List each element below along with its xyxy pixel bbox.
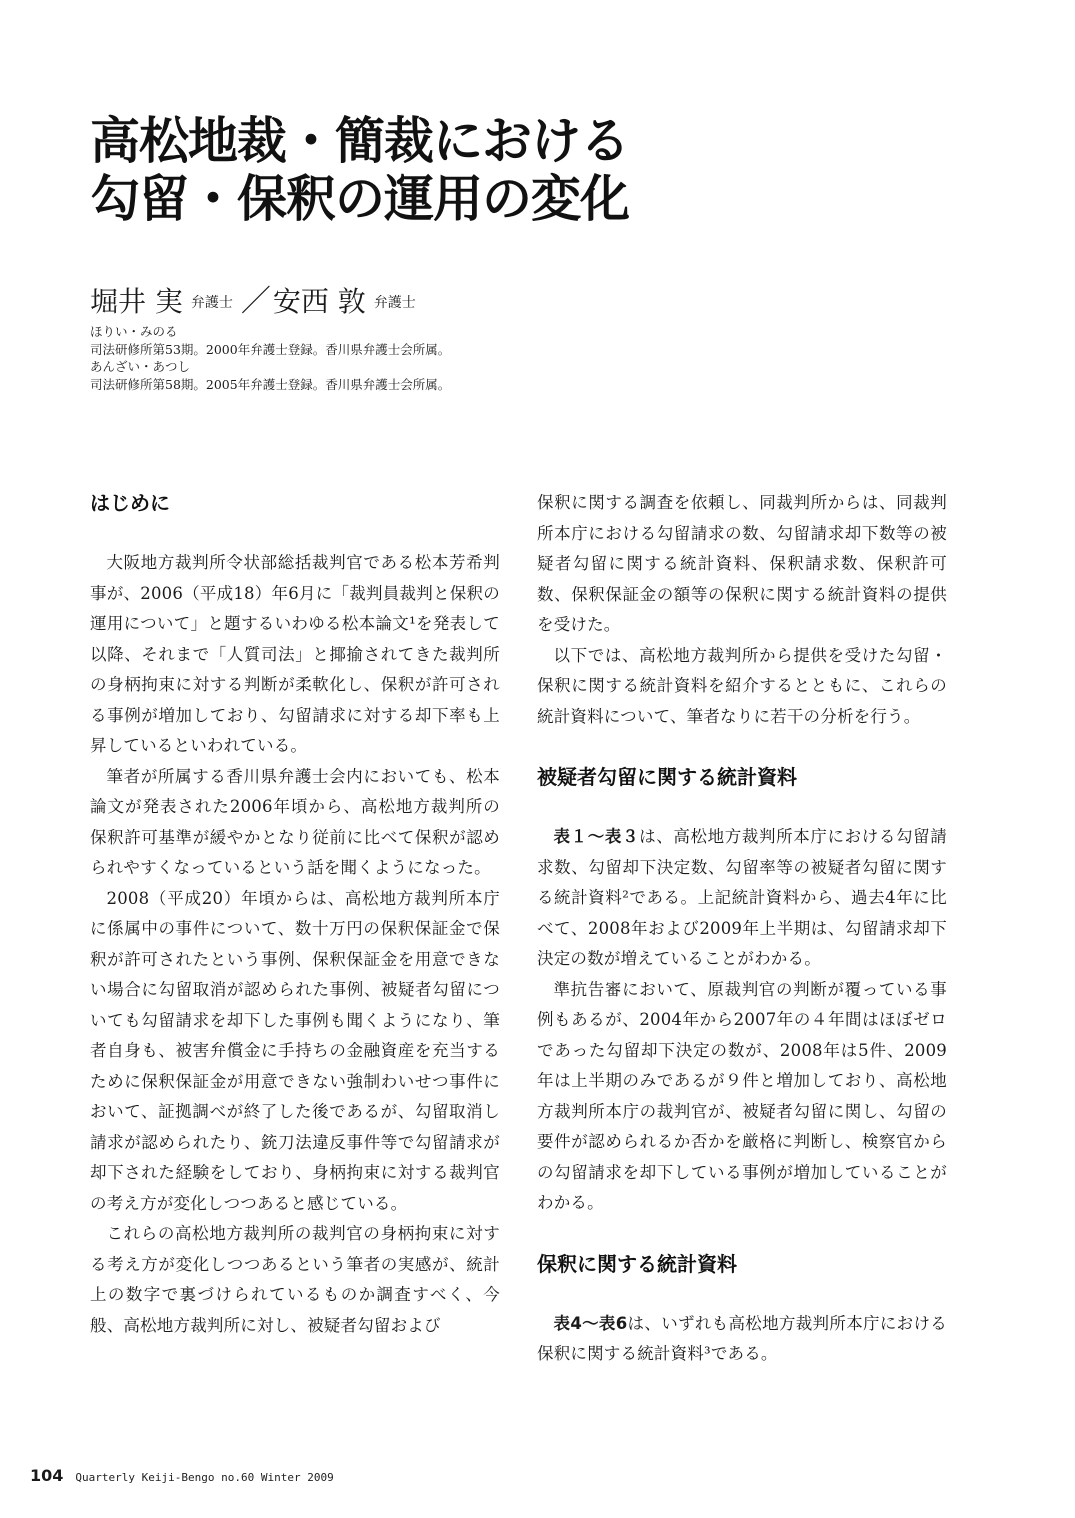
paragraph: 筆者が所属する香川県弁護士会内においても、松本論文が発表された2006年頃から、高松地方裁判所の保釈許可基準が緩やかとなり従前に比べて保釈が認められやすくなっているという話を聞くようになった。 [90, 766, 500, 877]
page-footer [30, 1466, 334, 1485]
section-heading: 被疑者勾留に関する統計資料 [537, 765, 797, 789]
title-line-1: 高松地裁・簡裁における [90, 112, 629, 170]
paragraph: 準抗告審において、原裁判官の判断が覆っている事例もあるが、2004年から2007年の４年間はほぼゼロであった勾留却下決定の数が、2008年は5件、2009年は上半期のみであるが９件と増加しており、高松地方裁判所本庁の裁判官が、被疑者勾留に関し、勾留の要件が認められるか否かを厳格に判断し、検察官からの勾留請求を却下している事例が増加していることがわかる。 [537, 979, 947, 1212]
author-name: 安西 敦 [272, 285, 366, 318]
paragraph: 以下では、高松地方裁判所から提供を受けた勾留・保釈に関する統計資料を紹介するとともに、これらの統計資料について、筆者なりに若干の分析を行う。 [537, 645, 947, 726]
author-role: 弁護士 [190, 295, 233, 311]
paragraph: 2008（平成20）年頃からは、高松地方裁判所本庁に係属中の事件について、数十万円の保釈保証金で保釈が許可されたという事例、保釈保証金を用意できない場合に勾留取消が認められた事例、被疑者勾留についても勾留請求を却下した事例も聞くようになり、筆者自身も、被害弁償金に手持ちの金融資産を充当するために保釈保証金が用意できない強制わいせつ事件において、証拠調べが終了した後であるが、勾留取消し請求が認められたり、銃刀法違反事件等で勾留請求が却下された経験をしており、身柄拘束に対する裁判官の考え方が変化しつつあると感じている。 [90, 888, 500, 1213]
page-number: 104 [30, 1466, 64, 1485]
author-separator: ／ [240, 284, 271, 319]
author-role: 弁護士 [373, 295, 416, 311]
right-column [537, 488, 947, 1370]
article-title [90, 112, 629, 228]
left-column [90, 486, 500, 1341]
journal-name: Quarterly Keiji-Bengo no.60 Winter 2009 [75, 1471, 334, 1484]
paragraph [537, 1309, 947, 1370]
table-reference: 表１～表３ [553, 827, 640, 846]
author-profile: 司法研修所第53期。2000年弁護士登録。香川県弁護士会所属。 [90, 341, 451, 357]
paragraph: 保釈に関する調査を依頼し、同裁判所からは、同裁判所本庁における勾留請求の数、勾留請求却下数等の被疑者勾留に関する統計資料、保釈請求数、保釈許可数、保釈保証金の額等の保釈に関する統計資料の提供を受けた。 [537, 493, 947, 634]
paragraph: 大阪地方裁判所令状部総括裁判官である松本芳希判事が、2006（平成18）年6月に「裁判員裁判と保釈の運用について」と題するいわゆる松本論文¹を発表して以降、それまで「人質司法」と揶揄されてきた裁判所の身柄拘束に対する判断が柔軟化し、保釈が許可される事例が増加しており、勾留請求に対する却下率も上昇しているといわれている。 [90, 553, 500, 755]
paragraph: これらの高松地方裁判所の裁判官の身柄拘束に対する考え方が変化しつつあるという筆者の実感が、統計上の数字で裏づけられているものか調査すべく、今般、高松地方裁判所に対し、被疑者勾留および [90, 1224, 500, 1335]
paragraph-text: は、いずれも高松地方裁判所本庁における保釈に関する統計資料³である。 [537, 1313, 947, 1363]
author-reading: ほりい・みのる [90, 324, 178, 339]
author-bio [90, 323, 450, 393]
author-profile: 司法研修所第58期。2005年弁護士登録。香川県弁護士会所属。 [90, 376, 451, 392]
section-heading: はじめに [90, 491, 170, 515]
author-name: 堀井 実 [90, 285, 183, 318]
paragraph [537, 822, 947, 975]
paragraph-text: は、高松地方裁判所本庁における勾留請求数、勾留却下決定数、勾留率等の被疑者勾留に関する統計資料²である。上記統計資料から、過去4年に比べて、2008年および2009年上半期は、勾留請求却下決定の数が増えていることがわかる。 [537, 827, 947, 968]
section-heading: 保釈に関する統計資料 [537, 1251, 737, 1276]
author-reading: あんざい・あつし [90, 359, 191, 374]
title-line-2: 勾留・保釈の運用の変化 [90, 170, 629, 228]
author-line [90, 284, 422, 321]
table-reference: 表4～表6 [553, 1313, 628, 1333]
